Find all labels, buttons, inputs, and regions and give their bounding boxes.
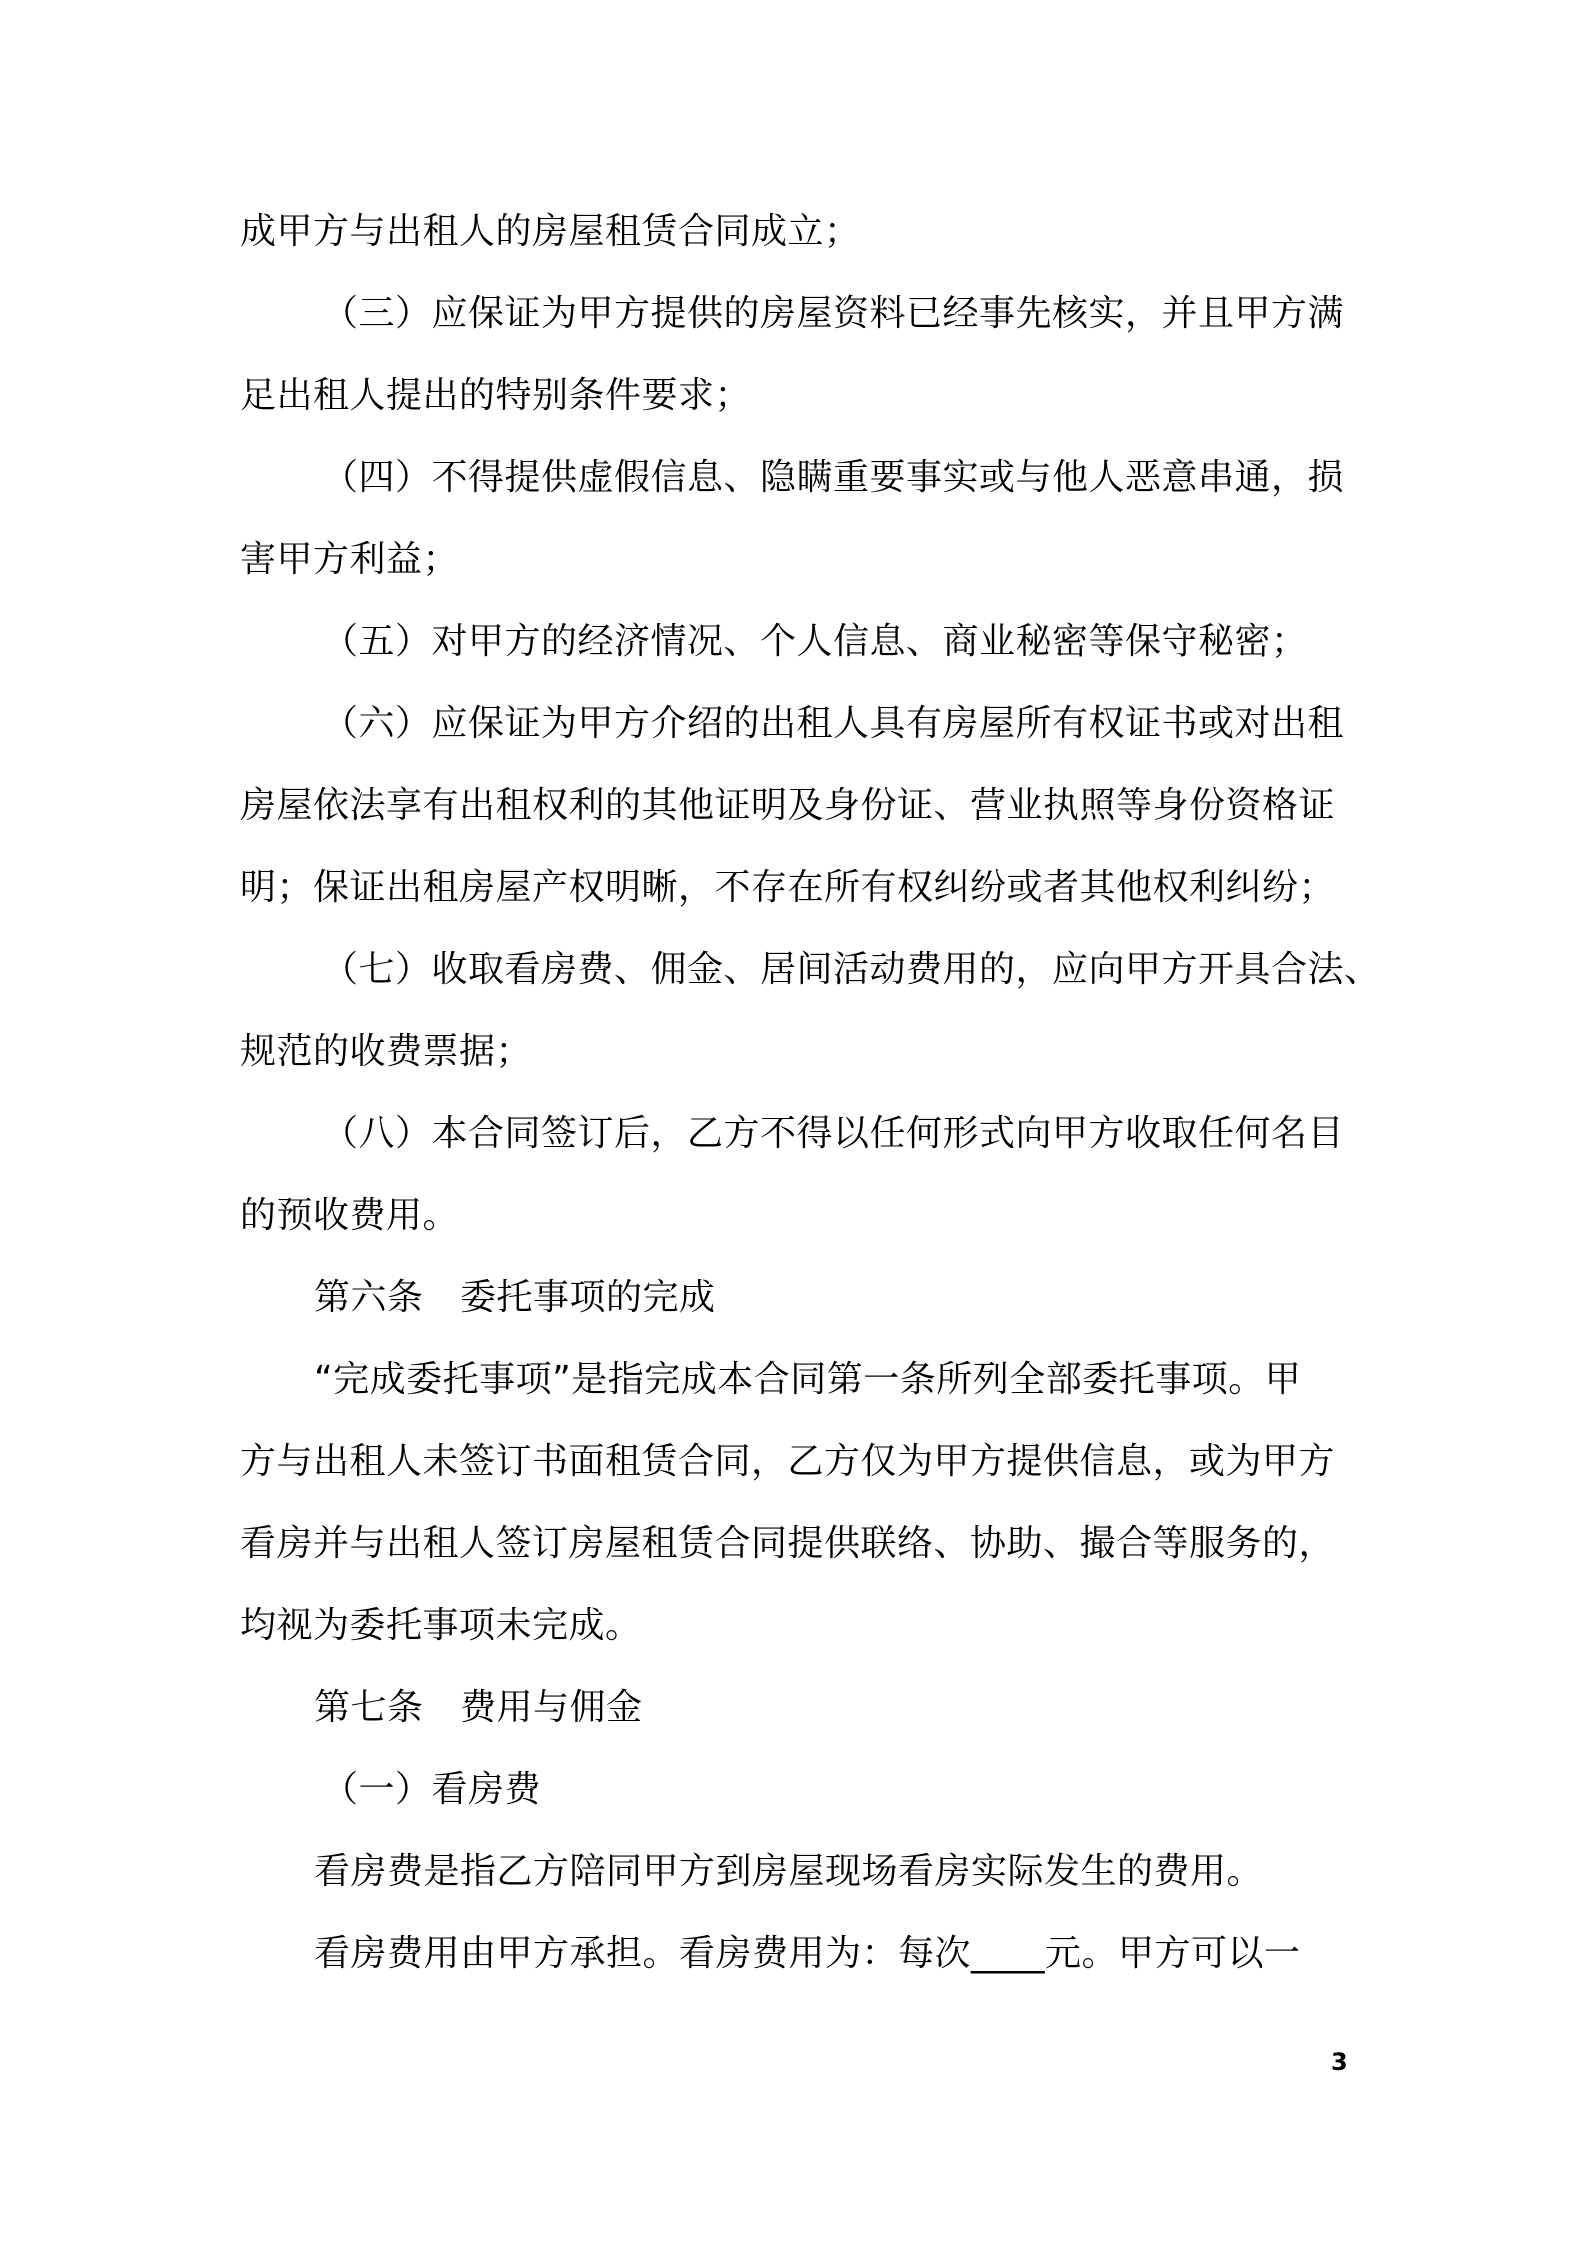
text-line: 足出租人提出的特别条件要求； xyxy=(240,375,752,416)
text-line: （七）收取看房费、佣金、居间活动费用的，应向甲方开具合法、 xyxy=(322,949,1381,990)
page-number: 3 xyxy=(1331,2048,1348,2076)
text-line: 明；保证出租房屋产权明晰，不存在所有权纠纷或者其他权利纠纷； xyxy=(240,867,1336,908)
text-line: 害甲方利益； xyxy=(240,539,460,580)
text-line: （四）不得提供虚假信息、隐瞒重要事实或与他人恶意串通，损 xyxy=(322,457,1345,498)
text-line: 的预收费用。 xyxy=(240,1195,460,1236)
text-line: 均视为委托事项未完成。 xyxy=(240,1605,642,1646)
text-line: 房屋依法享有出租权利的其他证明及身份证、营业执照等身份资格证 xyxy=(240,785,1336,826)
text-line: 看房费是指乙方陪同甲方到房屋现场看房实际发生的费用。 xyxy=(314,1851,1264,1892)
text-line: （八）本合同签订后，乙方不得以任何形式向甲方收取任何名目 xyxy=(322,1113,1345,1154)
section-heading: 第六条 委托事项的完成 xyxy=(314,1277,716,1318)
text-line: （五）对甲方的经济情况、个人信息、商业秘密等保守秘密； xyxy=(322,621,1308,662)
text-line: “完成委托事项”是指完成本合同第一条所列全部委托事项。甲 xyxy=(314,1359,1302,1400)
text-line: （一）看房费 xyxy=(322,1769,542,1810)
text-line: （六）应保证为甲方介绍的出租人具有房屋所有权证书或对出租 xyxy=(322,703,1345,744)
text-line: （三）应保证为甲方提供的房屋资料已经事先核实，并且甲方满 xyxy=(322,293,1345,334)
text-line: 看房并与出租人签订房屋租赁合同提供联络、协助、撮合等服务的， xyxy=(240,1523,1336,1564)
section-heading: 第七条 费用与佣金 xyxy=(314,1687,643,1728)
text-line: 规范的收费票据； xyxy=(240,1031,533,1072)
text-line: 方与出租人未签订书面租赁合同，乙方仅为甲方提供信息，或为甲方 xyxy=(240,1441,1336,1482)
text-line: 成甲方与出租人的房屋租赁合同成立； xyxy=(240,211,861,252)
text-line: 看房费用由甲方承担。看房费用为：每次____元。甲方可以一 xyxy=(314,1933,1301,1974)
